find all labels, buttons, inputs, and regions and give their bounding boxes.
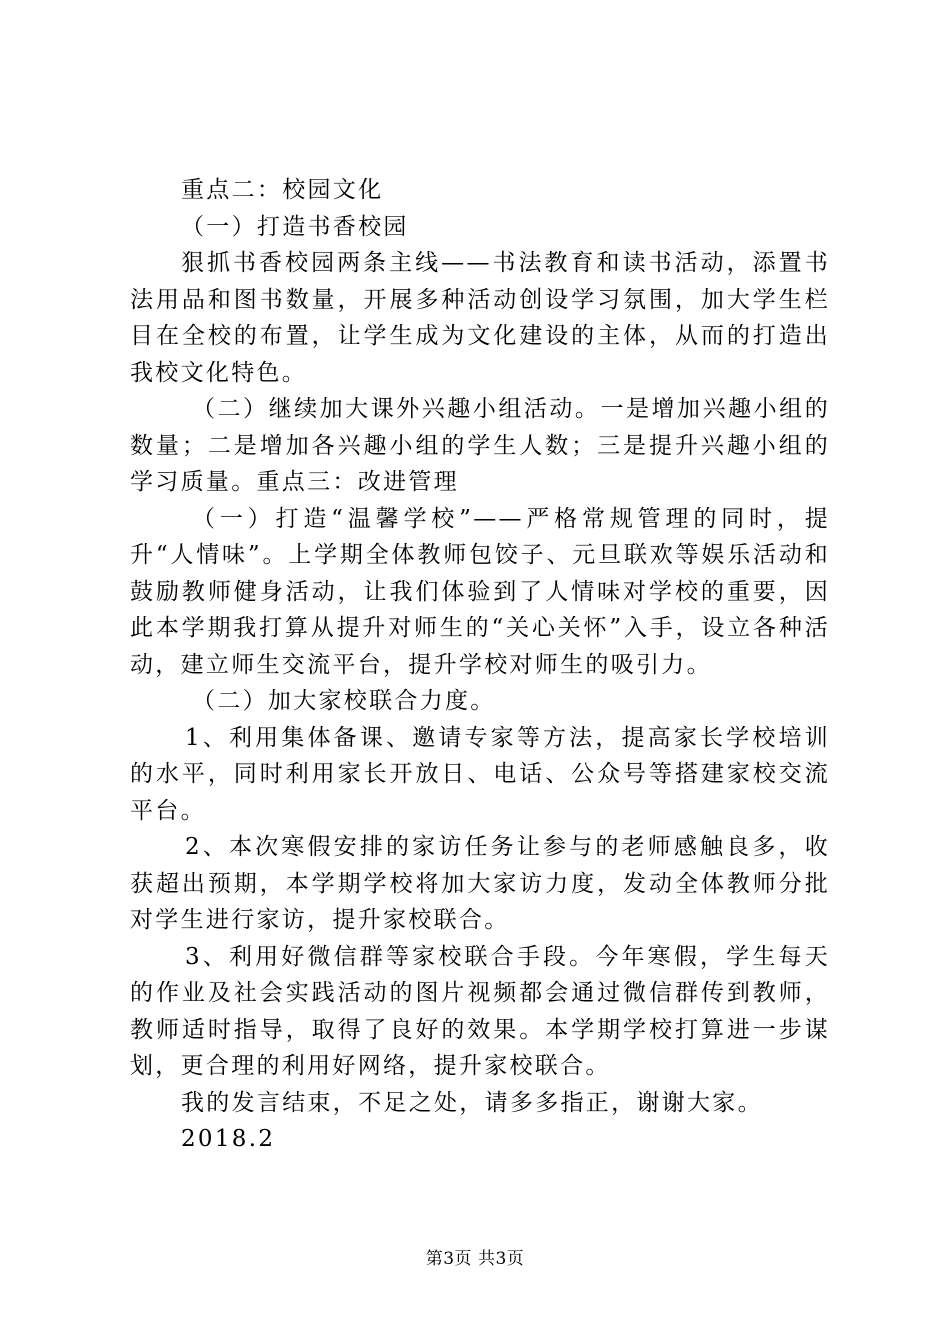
list-item-2: 2、本次寒假安排的家访任务让参与的老师感触良多，收获超出预期，本学期学校将加大家访力度，发动全体教师分批对学生进行家访，提升家校联合。	[130, 834, 830, 933]
list-item-3: 3、利用好微信群等家校联合手段。今年寒假，学生每天的作业及社会实践活动的图片视频都会通过微信群传到教师，教师适时指导，取得了良好的效果。本学期学校打算进一步谋划，更合理的利用好网络，提升家校联合。	[130, 943, 830, 1079]
section-heading-campus-culture: 重点二：校园文化	[181, 177, 384, 203]
subheading-home-school: （二）加大家校联合力度。	[192, 688, 496, 714]
subheading-scholarly-campus: （一）打造书香校园	[181, 213, 409, 240]
paragraph-warm-school: （一）打造“温馨学校”——严格常规管理的同时，提升“人情味”。上学期全体教师包饺子、元旦联欢等娱乐活动和鼓励教师健身活动，让我们体验到了人情味对学校的重要，因此本学期我打算从提升对师生的“关心关怀”入手，设立各种活动，建立师生交流平台，提升学校对师生的吸引力。	[130, 505, 830, 678]
page-number-footer: 第3页 共3页	[425, 1249, 525, 1269]
document-body	[130, 172, 830, 1158]
paragraph-interest-groups: （二）继续加大课外兴趣小组活动。一是增加兴趣小组的数量；二是增加各兴趣小组的学生人数；三是提升兴趣小组的学习质量。重点三：改进管理	[130, 396, 830, 495]
closing-remark: 我的发言结束，不足之处，请多多指正，谢谢大家。	[181, 1089, 763, 1116]
paragraph-scholarly-campus: 狠抓书香校园两条主线——书法教育和读书活动，添置书法用品和图书数量，开展多种活动创设学习氛围，加大学生栏目在全校的布置，让学生成为文化建设的主体，从而的打造出我校文化特色。	[130, 250, 830, 386]
list-item-1: 1、利用集体备课、邀请专家等方法，提高家长学校培训的水平，同时利用家长开放日、电话、公众号等搭建家校交流平台。	[130, 724, 830, 824]
document-date: 2018.2	[181, 1126, 276, 1152]
